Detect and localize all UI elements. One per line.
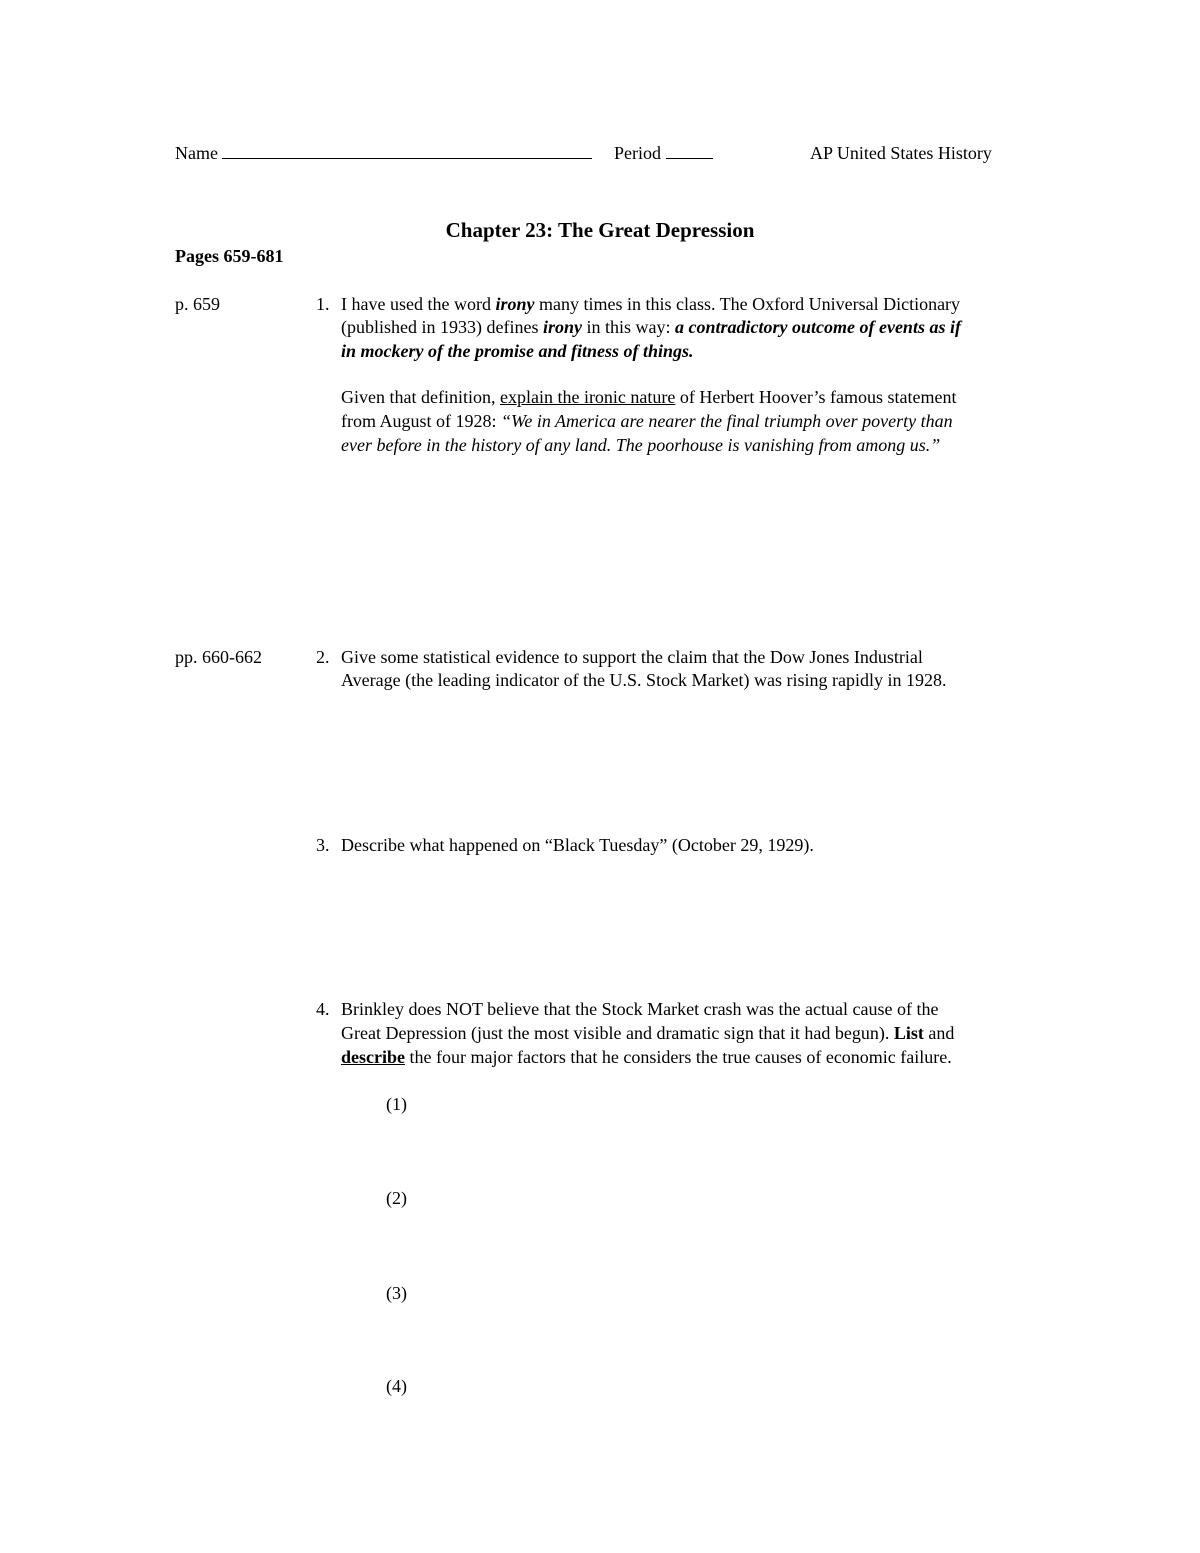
q1-text: of Herbert Hoover’s famous statement	[675, 387, 957, 407]
q2-line-1: Give some statistical evidence to support the claim that the Dow Jones Industrial	[341, 647, 923, 667]
page-title: Chapter 23: The Great Depression	[445, 218, 755, 242]
course-name: AP United States History	[810, 143, 992, 163]
q1-term: irony	[495, 294, 535, 314]
q4-line-3	[341, 1046, 952, 1070]
q1-instruction: explain the ironic nature	[499, 387, 676, 407]
q4-item-4: (4)	[386, 1376, 407, 1396]
period-blank[interactable]	[666, 142, 713, 159]
q4-item-2: (2)	[386, 1188, 407, 1208]
q2-number: 2.	[316, 647, 330, 667]
q1-definition: a contradictory outcome of events as if	[674, 317, 961, 337]
period-label: Period	[614, 143, 661, 163]
name-line	[175, 142, 592, 166]
name-label: Name	[175, 143, 218, 163]
page-range: Pages 659-681	[175, 246, 284, 266]
q1-text: Given that definition,	[341, 387, 500, 407]
q1-number: 1.	[316, 294, 330, 314]
q1-line-2	[341, 316, 961, 340]
q1-para2-line-1	[341, 386, 957, 410]
q4-text: the four major factors that he considers the true causes of economic failure.	[404, 1047, 952, 1067]
name-blank[interactable]	[222, 142, 592, 159]
q1-text: in this way:	[581, 317, 675, 337]
q1-text: (published in 1933) defines	[341, 317, 543, 337]
q1-term: irony	[542, 317, 582, 337]
q1-line-1	[341, 293, 960, 317]
q4-number: 4.	[316, 999, 330, 1019]
q2-line-2: Average (the leading indicator of the U.S. Stock Market) was rising rapidly in 1928.	[341, 670, 947, 690]
q1-quote: “We in America are nearer the final triumph over poverty than	[501, 411, 953, 431]
q4-item-3: (3)	[386, 1283, 407, 1303]
q4-item-1: (1)	[386, 1094, 407, 1114]
q1-text: from August of 1928:	[341, 411, 501, 431]
q4-instruction: List	[893, 1023, 924, 1043]
period-line	[614, 142, 713, 166]
q3-number: 3.	[316, 835, 330, 855]
q4-line-2	[341, 1022, 954, 1046]
q2-page-ref: pp. 660-662	[175, 647, 262, 667]
q1-text: I have used the word	[341, 294, 496, 314]
q1-line-3: in mockery of the promise and fitness of things.	[341, 341, 694, 361]
q4-instruction: describe	[341, 1047, 405, 1067]
q4-text: Great Depression (just the most visible and dramatic sign that it had begun).	[341, 1023, 894, 1043]
q3-line-1: Describe what happened on “Black Tuesday” (October 29, 1929).	[341, 835, 814, 855]
q4-text: and	[923, 1023, 955, 1043]
q1-para2-line-2	[341, 410, 953, 434]
q1-page-ref: p. 659	[175, 294, 220, 314]
q1-para2-line-3: ever before in the history of any land. The poorhouse is vanishing from among us.”	[341, 435, 941, 455]
q4-line-1: Brinkley does NOT believe that the Stock Market crash was the actual cause of the	[341, 999, 939, 1019]
q1-text: many times in this class. The Oxford Universal Dictionary	[534, 294, 961, 314]
